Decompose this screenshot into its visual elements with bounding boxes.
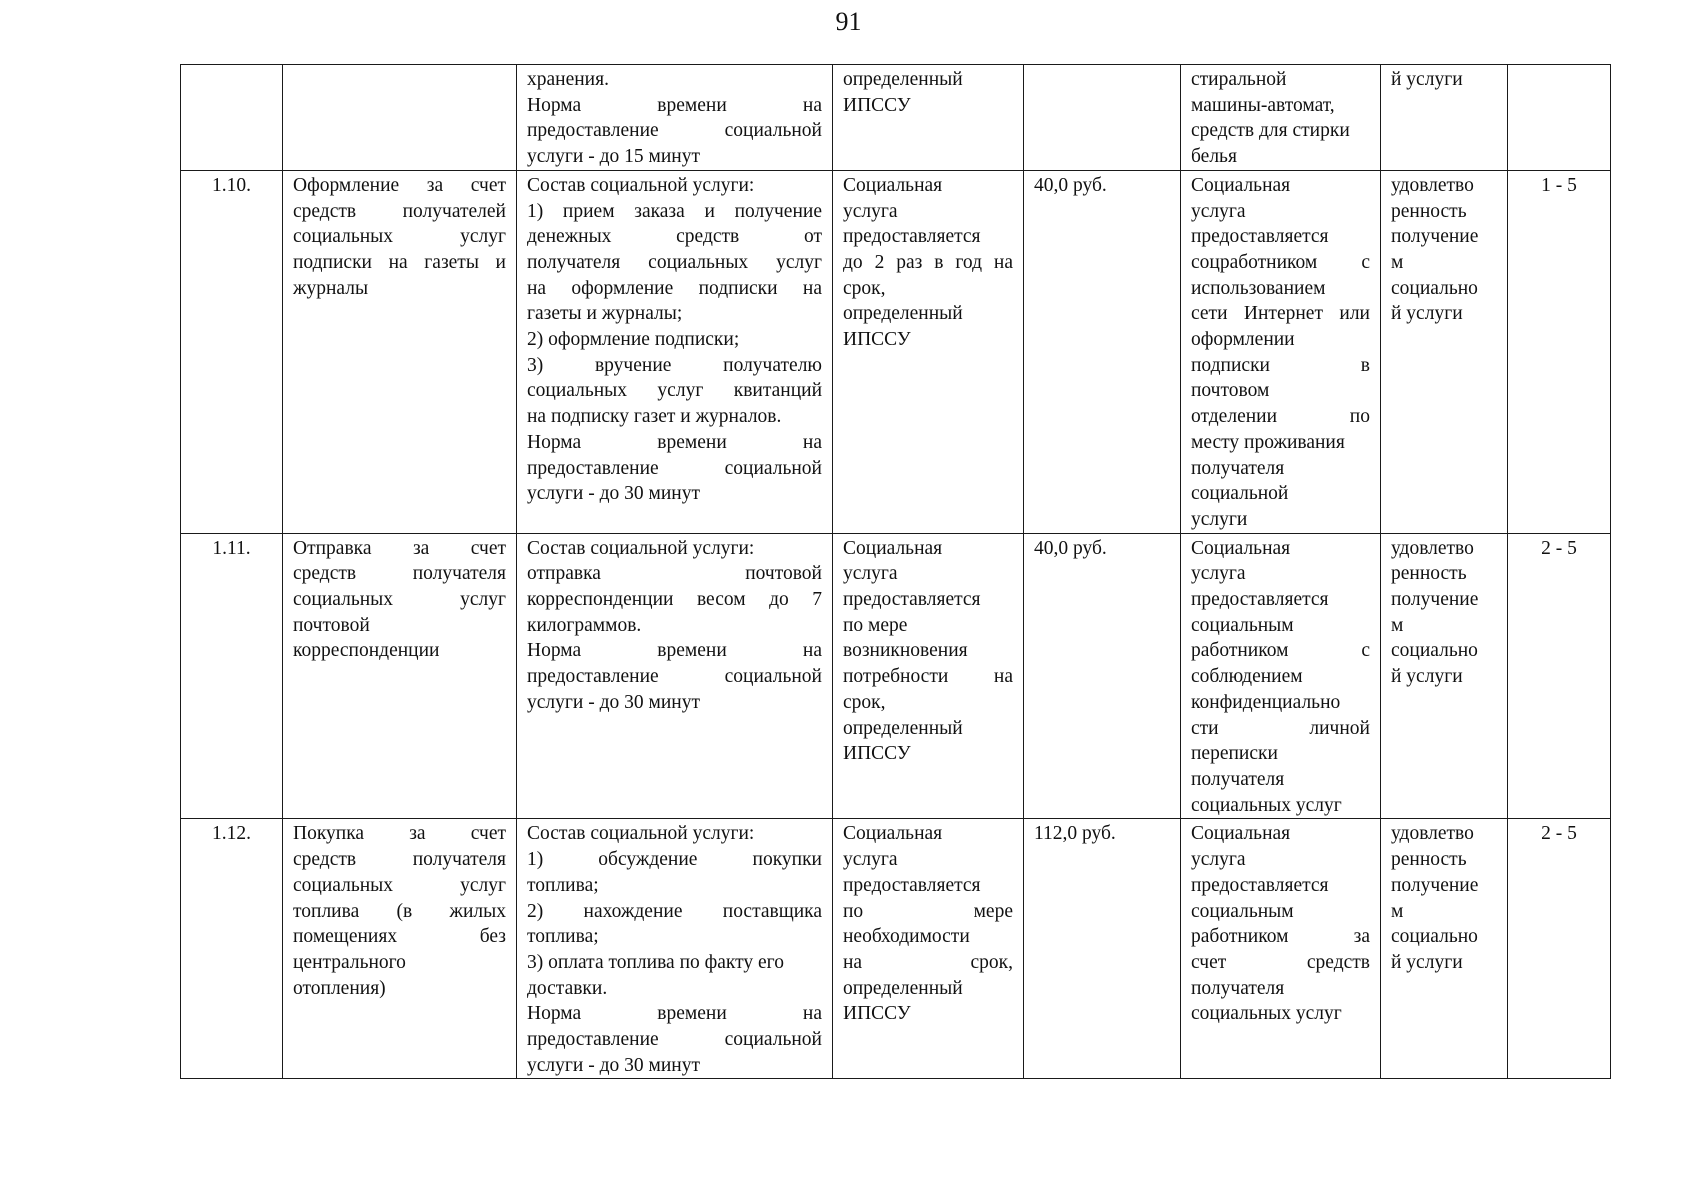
cell-terms xyxy=(833,170,1024,533)
cell-line: сети Интернет или xyxy=(1191,303,1370,325)
cell-line: хранения. xyxy=(527,69,609,90)
cell-line: на срок, xyxy=(843,951,1013,973)
cell-price: 40,0 руб. xyxy=(1024,533,1181,819)
table-row xyxy=(181,533,1611,819)
cell-line: помещениях без xyxy=(293,926,506,948)
cell-line: предоставляется xyxy=(843,589,981,611)
cell-line: Социальная xyxy=(1191,174,1291,196)
cell-line: ренность xyxy=(1391,849,1467,871)
cell-line: конфиденциально xyxy=(1191,691,1341,713)
cell-line: социально xyxy=(1391,277,1478,299)
cell-line: Норма времени на xyxy=(527,431,822,453)
cell-line: социальных услуг xyxy=(293,874,506,896)
cell-line: по мере xyxy=(843,900,1013,922)
cell-indicators xyxy=(1381,170,1508,533)
cell-evaluation: 1 - 5 xyxy=(1508,170,1611,533)
cell-line: Покупка за счет xyxy=(293,823,506,845)
cell-line: 2) нахождение поставщика xyxy=(527,900,822,922)
cell-price: 40,0 руб. xyxy=(1024,170,1181,533)
cell-line: газеты и журналы; xyxy=(527,303,683,325)
cell-line: получателя социальных услуг xyxy=(527,251,822,273)
cell-line: ренность xyxy=(1391,200,1467,222)
services-table xyxy=(180,64,1611,1079)
cell-line: услуги - до 30 минут xyxy=(527,691,700,713)
cell-line: корреспонденции xyxy=(293,640,440,662)
cell-line: Состав социальной услуги: xyxy=(527,174,755,196)
cell-line: ИПССУ xyxy=(843,94,911,116)
cell-composition xyxy=(517,533,833,819)
cell-line: необходимости xyxy=(843,926,970,948)
cell-line: использованием xyxy=(1191,277,1326,299)
cell-line: топлива (в жилых xyxy=(293,900,506,922)
cell-line: услуги xyxy=(1191,508,1248,530)
cell-line: 1) прием заказа и получение xyxy=(527,200,822,222)
cell-line: получение xyxy=(1391,874,1479,896)
cell-line: й услуги xyxy=(1391,303,1463,325)
cell-line: отделении по xyxy=(1191,406,1370,428)
cell-line: Социальная xyxy=(843,174,943,196)
cell-number: 1.11. xyxy=(181,533,283,819)
cell-line: подписки в xyxy=(1191,354,1370,376)
cell-service-name xyxy=(283,65,517,171)
cell-line: м xyxy=(1391,614,1404,636)
cell-line: удовлетво xyxy=(1391,537,1474,559)
page-number: 91 xyxy=(835,7,862,36)
cell-line: Социальная xyxy=(1191,823,1291,845)
cell-line: средств получателей xyxy=(293,200,506,222)
cell-line: 1) обсуждение покупки xyxy=(527,849,822,871)
cell-line: центрального xyxy=(293,951,406,973)
cell-line: почтовой xyxy=(293,614,370,636)
cell-line: социальной xyxy=(1191,483,1289,505)
cell-line: соблюдением xyxy=(1191,666,1303,688)
cell-service-name xyxy=(283,819,517,1079)
cell-line: услуга xyxy=(843,200,898,222)
cell-line: доставки. xyxy=(527,977,608,999)
cell-line: услуга xyxy=(1191,563,1246,585)
cell-line: получателя xyxy=(1191,768,1285,790)
cell-number xyxy=(181,65,283,171)
cell-line: социальным xyxy=(1191,614,1294,636)
cell-line: получателя xyxy=(1191,977,1285,999)
cell-line: машины-автомат, xyxy=(1191,94,1335,116)
cell-conditions xyxy=(1181,819,1381,1079)
cell-line: предоставление социальной xyxy=(527,457,822,479)
cell-line: отопления) xyxy=(293,977,386,999)
cell-line: работником с xyxy=(1191,640,1370,662)
cell-terms xyxy=(833,65,1024,171)
cell-composition xyxy=(517,819,833,1079)
cell-line: предоставляется xyxy=(843,874,981,896)
cell-line: Норма времени на xyxy=(527,1003,822,1025)
cell-line: белья xyxy=(1191,146,1237,168)
cell-line: журналы xyxy=(293,277,369,299)
cell-line: социальных услуг xyxy=(1191,794,1342,816)
cell-line: соцработником с xyxy=(1191,251,1370,273)
cell-line: предоставляется xyxy=(1191,226,1329,248)
cell-line: Оформление за счет xyxy=(293,174,506,196)
cell-line: Отправка за счет xyxy=(293,537,506,559)
cell-line: ИПССУ xyxy=(843,743,911,765)
cell-line: получение xyxy=(1391,226,1479,248)
cell-line: ренность xyxy=(1391,563,1467,585)
cell-line: услуги - до 30 минут xyxy=(527,1054,700,1076)
cell-line: предоставление социальной xyxy=(527,1029,822,1051)
cell-line: потребности на xyxy=(843,666,1013,688)
cell-line: услуги - до 15 минут xyxy=(527,146,700,168)
cell-conditions xyxy=(1181,533,1381,819)
cell-line: й услуги xyxy=(1391,666,1463,688)
cell-line: на подписку газет и журналов. xyxy=(527,406,782,428)
cell-composition xyxy=(517,170,833,533)
cell-line: м xyxy=(1391,900,1404,922)
cell-line: определенный xyxy=(843,303,963,325)
cell-line: Социальная xyxy=(843,537,943,559)
cell-line: социально xyxy=(1391,640,1478,662)
cell-line: килограммов. xyxy=(527,614,642,636)
cell-line: Норма времени на xyxy=(527,640,822,662)
cell-line: получателя xyxy=(1191,457,1285,479)
cell-line: до 2 раз в год на xyxy=(843,251,1013,273)
cell-line: получение xyxy=(1391,589,1479,611)
cell-line: Норма времени на xyxy=(527,94,822,116)
cell-line: услуга xyxy=(1191,200,1246,222)
cell-line: ИПССУ xyxy=(843,329,911,351)
cell-line: предоставляется xyxy=(1191,589,1329,611)
cell-line: 2) оформление подписки; xyxy=(527,329,740,351)
cell-price xyxy=(1024,65,1181,171)
cell-line: услуга xyxy=(843,849,898,871)
cell-service-name xyxy=(283,170,517,533)
cell-line: услуги - до 30 минут xyxy=(527,483,700,505)
cell-line: срок, xyxy=(843,277,886,299)
cell-indicators xyxy=(1381,65,1508,171)
cell-terms xyxy=(833,533,1024,819)
cell-line: услуга xyxy=(843,563,898,585)
cell-line: по мере xyxy=(843,614,908,636)
cell-line: 3) оплата топлива по факту его xyxy=(527,951,784,973)
cell-line: средств для стирки xyxy=(1191,120,1350,142)
cell-line: социальных услуг xyxy=(1191,1003,1342,1025)
cell-line: работником за xyxy=(1191,926,1370,948)
cell-line: удовлетво xyxy=(1391,174,1474,196)
cell-line: м xyxy=(1391,251,1404,273)
cell-line: определенный xyxy=(843,69,963,90)
cell-line: определенный xyxy=(843,977,963,999)
cell-line: социальных услуг xyxy=(293,589,506,611)
cell-number: 1.12. xyxy=(181,819,283,1079)
cell-line: отправка почтовой xyxy=(527,563,822,585)
table-row xyxy=(181,819,1611,1079)
cell-line: социальных услуг квитанций xyxy=(527,380,822,402)
cell-line: удовлетво xyxy=(1391,823,1474,845)
cell-line: на оформление подписки на xyxy=(527,277,822,299)
cell-line: переписки xyxy=(1191,743,1278,765)
cell-line: месту проживания xyxy=(1191,431,1345,453)
cell-line: возникновения xyxy=(843,640,968,662)
cell-line: средств получателя xyxy=(293,849,506,871)
table-row xyxy=(181,65,1611,171)
cell-line: топлива; xyxy=(527,874,599,896)
cell-line: оформлении xyxy=(1191,329,1295,351)
cell-indicators xyxy=(1381,819,1508,1079)
cell-evaluation: 2 - 5 xyxy=(1508,819,1611,1079)
cell-conditions xyxy=(1181,65,1381,171)
cell-line: предоставляется xyxy=(843,226,981,248)
cell-line: стиральной xyxy=(1191,69,1287,90)
cell-line: социальным xyxy=(1191,900,1294,922)
cell-evaluation xyxy=(1508,65,1611,171)
cell-line: Состав социальной услуги: xyxy=(527,823,755,845)
cell-line: Социальная xyxy=(1191,537,1291,559)
cell-conditions xyxy=(1181,170,1381,533)
cell-line: услуга xyxy=(1191,849,1246,871)
cell-line: предоставляется xyxy=(1191,874,1329,896)
cell-line: топлива; xyxy=(527,926,599,948)
cell-line: денежных средств от xyxy=(527,226,822,248)
cell-line: й услуги xyxy=(1391,69,1463,90)
cell-number: 1.10. xyxy=(181,170,283,533)
cell-line: социальных услуг xyxy=(293,226,506,248)
cell-line: срок, xyxy=(843,691,886,713)
cell-evaluation: 2 - 5 xyxy=(1508,533,1611,819)
cell-terms xyxy=(833,819,1024,1079)
cell-line: определенный xyxy=(843,717,963,739)
cell-line: почтовом xyxy=(1191,380,1270,402)
cell-line: Социальная xyxy=(843,823,943,845)
cell-line: 3) вручение получателю xyxy=(527,354,822,376)
cell-composition xyxy=(517,65,833,171)
table-body xyxy=(181,65,1611,1079)
cell-line: счет средств xyxy=(1191,951,1370,973)
table-row xyxy=(181,170,1611,533)
cell-service-name xyxy=(283,533,517,819)
cell-line: предоставление социальной xyxy=(527,120,822,142)
cell-line: подписки на газеты и xyxy=(293,251,506,273)
cell-line: средств получателя xyxy=(293,563,506,585)
cell-line: корреспонденции весом до 7 xyxy=(527,589,822,611)
cell-line: й услуги xyxy=(1391,951,1463,973)
cell-price: 112,0 руб. xyxy=(1024,819,1181,1079)
cell-line: Состав социальной услуги: xyxy=(527,537,755,559)
cell-line: предоставление социальной xyxy=(527,666,822,688)
cell-line: социально xyxy=(1391,926,1478,948)
cell-indicators xyxy=(1381,533,1508,819)
cell-line: ИПССУ xyxy=(843,1003,911,1025)
cell-line: сти личной xyxy=(1191,717,1370,739)
